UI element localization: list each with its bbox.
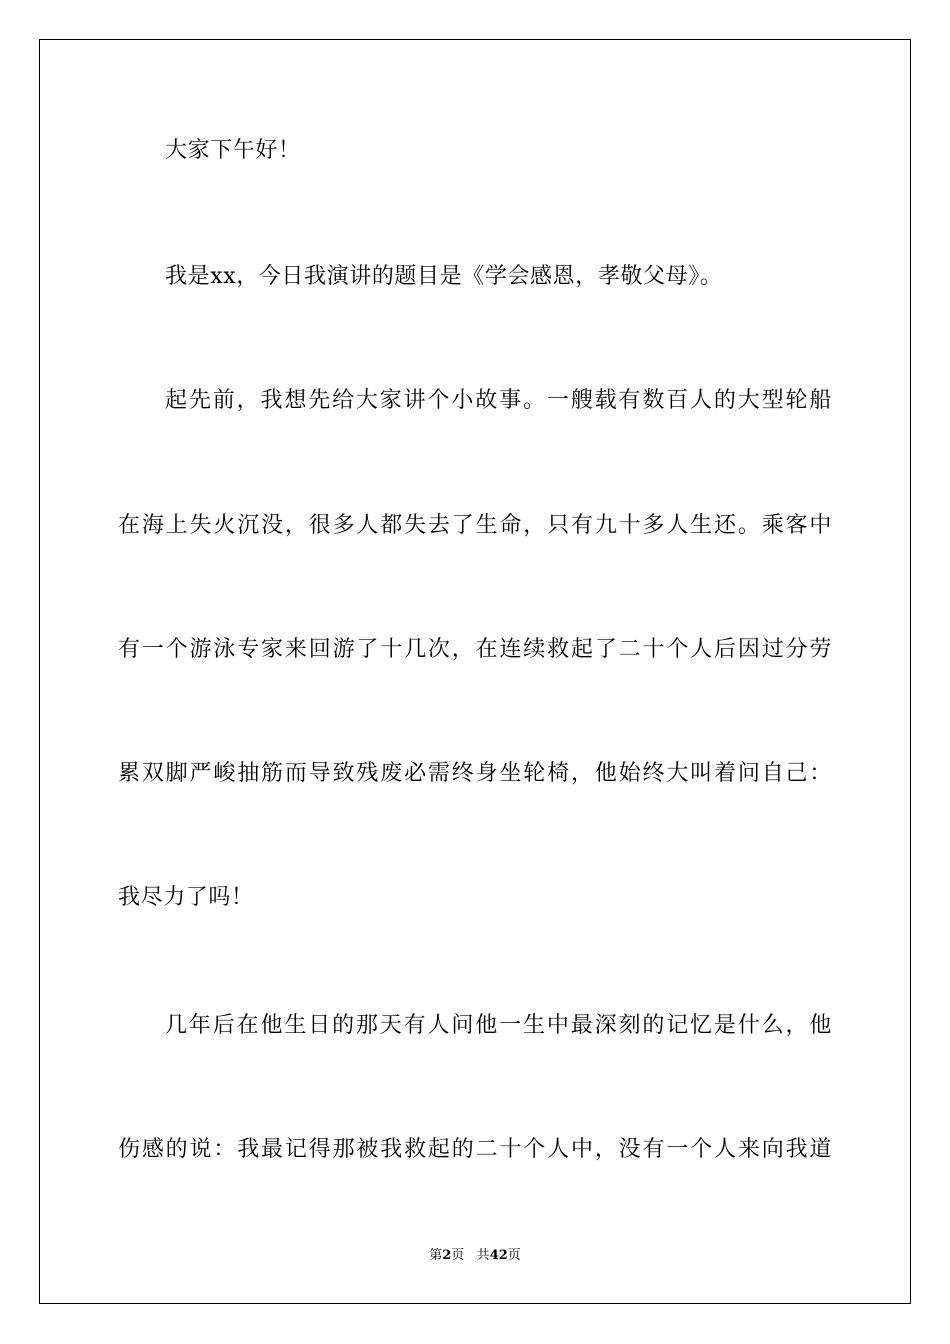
footer-page-suffix: 页 — [451, 1248, 465, 1263]
text-line-greeting: 大家下午好！ — [165, 138, 301, 163]
footer-page-number: 2 — [442, 1248, 452, 1263]
text-line-story-1: 起先前，我想先给大家讲个小故事。一艘载有数百人的大型轮船 — [165, 388, 832, 413]
footer-prefix: 第 — [429, 1248, 443, 1263]
text-line-memory-1: 几年后在他生日的那天有人问他一生中最深刻的记忆是什么，他 — [165, 1013, 832, 1038]
text-line-memory-2: 伤感的说：我最记得那被我救起的二十个人中，没有一个人来向我道 — [118, 1137, 832, 1162]
page-footer — [0, 1248, 950, 1264]
footer-total-prefix: 共 — [476, 1248, 490, 1263]
text-line-story-3: 有一个游泳专家来回游了十几次，在连续救起了二十个人后因过分劳 — [118, 637, 832, 662]
text-line-story-4: 累双脚严峻抽筋而导致残废必需终身坐轮椅，他始终大叫着问自己： — [118, 761, 832, 786]
text-line-story-5: 我尽力了吗！ — [118, 885, 254, 910]
text-line-intro: 我是xx，今日我演讲的题目是《学会感恩，孝敬父母》。 — [165, 264, 723, 289]
page-border — [39, 39, 911, 1304]
footer-total-suffix: 页 — [507, 1248, 521, 1263]
footer-total-pages: 42 — [489, 1248, 508, 1263]
text-line-story-2: 在海上失火沉没，很多人都失去了生命，只有九十多人生还。乘客中 — [118, 513, 832, 538]
